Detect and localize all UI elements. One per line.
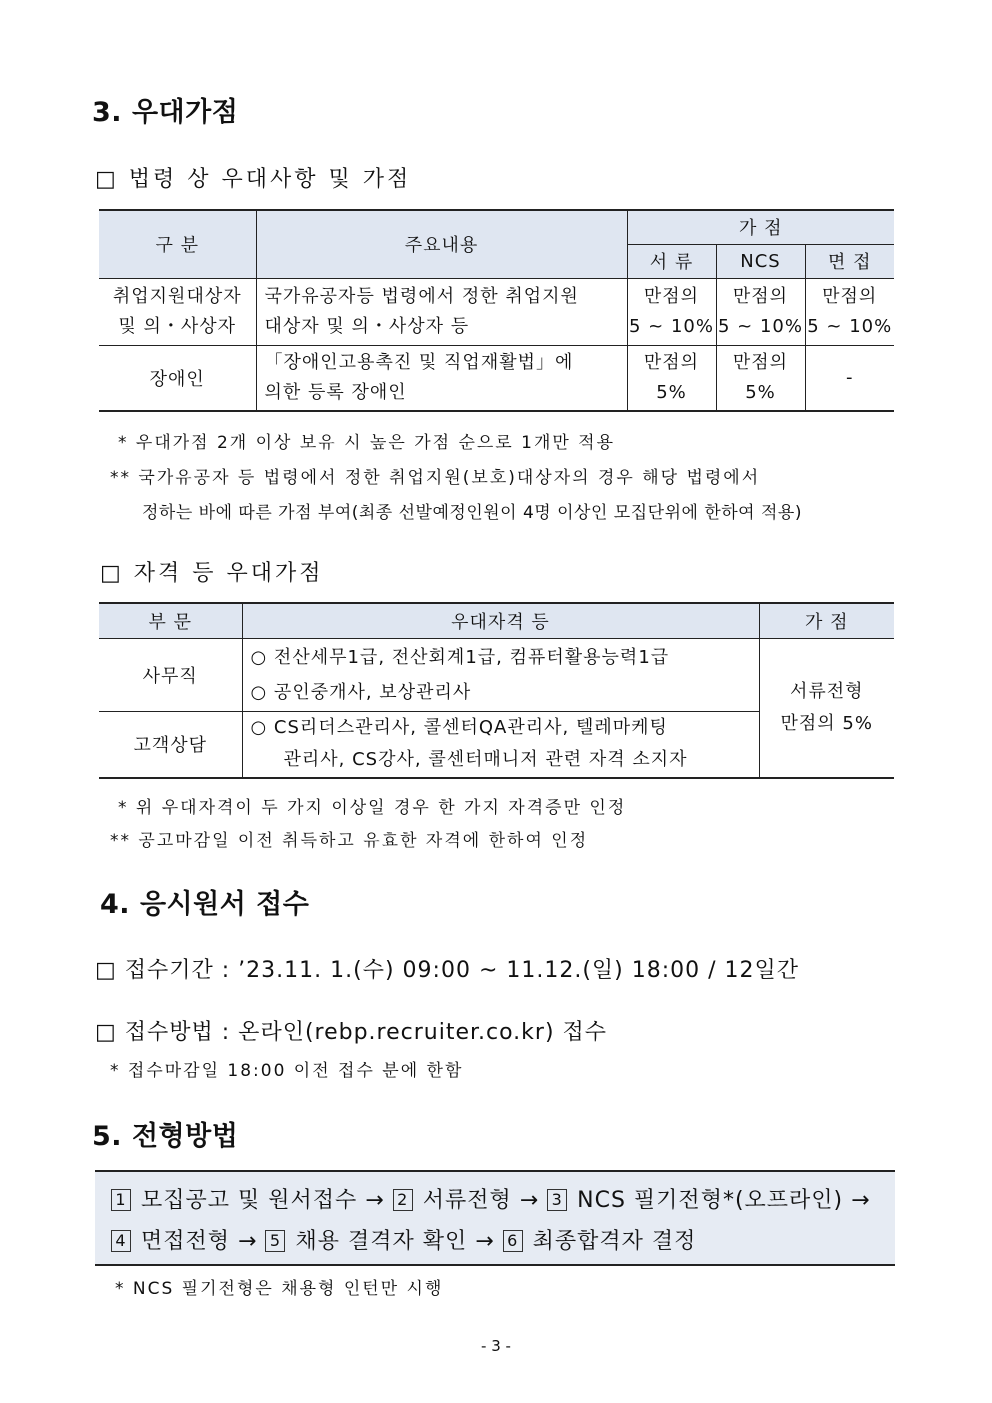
row1-int-l1: 만점의	[822, 285, 878, 307]
row2-ncs-l1: 만점의	[732, 351, 789, 373]
step-label: 최종합격자 결정	[532, 1229, 697, 1254]
col-dept: 부 문	[99, 603, 242, 638]
reception-note: * 접수마감일 18:00 이전 접수 분에 한함	[110, 1061, 464, 1081]
step-number: 4	[111, 1230, 131, 1252]
preference-law-table	[99, 209, 894, 412]
step-number: 1	[111, 1189, 131, 1211]
arrow-icon: →	[851, 1188, 871, 1213]
page-number: - 3 -	[481, 1337, 511, 1355]
step-label: 채용 결격자 확인	[295, 1229, 468, 1254]
step-label: NCS 필기전형*(오프라인)	[577, 1188, 844, 1213]
step-label: 면접전형	[141, 1229, 231, 1254]
row2-int: -	[805, 345, 894, 411]
col-doc: 서 류	[627, 244, 716, 278]
step-number: 6	[503, 1230, 523, 1252]
sub2-note2: ** 공고마감일 이전 취득하고 유효한 자격에 한하여 인정	[110, 831, 589, 851]
row2-doc-l1: 만점의	[643, 351, 700, 373]
row1-category-l2: 및 의・사상자	[118, 315, 237, 337]
row2-content-l1: 「장애인고용촉진 및 직업재활법」에	[264, 351, 574, 373]
row2-category: 장애인	[99, 345, 256, 411]
row1-category-l1: 취업지원대상자	[112, 285, 242, 307]
table-row	[99, 345, 894, 411]
section3-title: 3. 우대가점	[92, 97, 239, 128]
process-flow-line2	[111, 1224, 696, 1255]
arrow-icon: →	[238, 1229, 258, 1254]
section5-title: 5. 전형방법	[92, 1121, 239, 1152]
sub1-note1: * 우대가점 2개 이상 보유 시 높은 가점 순으로 1개만 적용	[118, 433, 616, 453]
qualification-table	[99, 602, 894, 779]
col-qual: 우대자격 등	[242, 603, 759, 638]
row1-doc-l1: 만점의	[643, 285, 700, 307]
points-l2: 만점의 5%	[780, 712, 873, 734]
sub1-note2-line2: 정하는 바에 따른 가점 부여(최종 선발예정인원이 4명 이상인 모집단위에 한하여 적용)	[142, 503, 802, 523]
points-l1: 서류전형	[789, 680, 864, 702]
col-category: 구 분	[99, 210, 256, 278]
row1-ncs-l1: 만점의	[732, 285, 789, 307]
row-office-qual-l2: ○ 공인중개사, 보상관리사	[250, 681, 472, 703]
table-row	[99, 638, 894, 711]
row1-int-l2: 5 ~ 10%	[807, 315, 893, 337]
table-row	[99, 278, 894, 345]
reception-method: □ 접수방법 : 온라인(rebp.recruiter.co.kr) 접수	[95, 1020, 608, 1045]
process-flow-box	[95, 1170, 895, 1266]
sub1-note2-line1: ** 국가유공자 등 법령에서 정한 취업지원(보호)대상자의 경우 해당 법령에서	[110, 468, 761, 488]
sub2-heading: □ 자격 등 우대가점	[100, 561, 324, 586]
row-cs-qual-l2: 관리사, CS강사, 콜센터매니저 관련 자격 소지자	[283, 749, 688, 771]
row-cs-dept: 고객상담	[99, 711, 242, 778]
col-points: 가 점	[627, 210, 894, 244]
step-label: 서류전형	[422, 1188, 512, 1213]
step-number: 2	[393, 1189, 413, 1211]
section4-title: 4. 응시원서 접수	[100, 889, 310, 920]
row1-ncs-l2: 5 ~ 10%	[718, 315, 803, 337]
reception-period: □ 접수기간 : ’23.11. 1.(수) 09:00 ~ 11.12.(일) 18:00 / 12일간	[95, 958, 800, 983]
row-office-qual-l1: ○ 전산세무1급, 전산회계1급, 컴퓨터활용능력1급	[250, 646, 670, 668]
process-note: * NCS 필기전형은 채용형 인턴만 시행	[115, 1279, 444, 1299]
row-office-dept: 사무직	[99, 638, 242, 711]
row2-doc-l2: 5%	[656, 381, 687, 403]
arrow-icon: →	[365, 1188, 385, 1213]
col-interview: 면 접	[805, 244, 894, 278]
row2-content-l2: 의한 등록 장애인	[264, 381, 407, 403]
row1-content-l2: 대상자 및 의・사상자 등	[264, 315, 470, 337]
col-ncs: NCS	[716, 244, 805, 278]
row2-ncs-l2: 5%	[745, 381, 776, 403]
row-cs-qual-l1: ○ CS리더스관리사, 콜센터QA관리사, 텔레마케팅	[250, 717, 668, 739]
step-number: 3	[547, 1189, 567, 1211]
row1-doc-l2: 5 ~ 10%	[629, 315, 714, 337]
sub2-note1: * 위 우대자격이 두 가지 이상일 경우 한 가지 자격증만 인정	[118, 798, 627, 818]
step-number: 5	[265, 1230, 285, 1252]
step-label: 모집공고 및 원서접수	[141, 1188, 358, 1213]
row1-content-l1: 국가유공자등 법령에서 정한 취업지원	[264, 285, 579, 307]
col-content: 주요내용	[256, 210, 627, 278]
sub1-heading: □ 법령 상 우대사항 및 가점	[95, 167, 412, 192]
process-flow-line1	[111, 1183, 871, 1214]
arrow-icon: →	[475, 1229, 495, 1254]
col-points2: 가 점	[759, 603, 894, 638]
arrow-icon: →	[519, 1188, 540, 1213]
